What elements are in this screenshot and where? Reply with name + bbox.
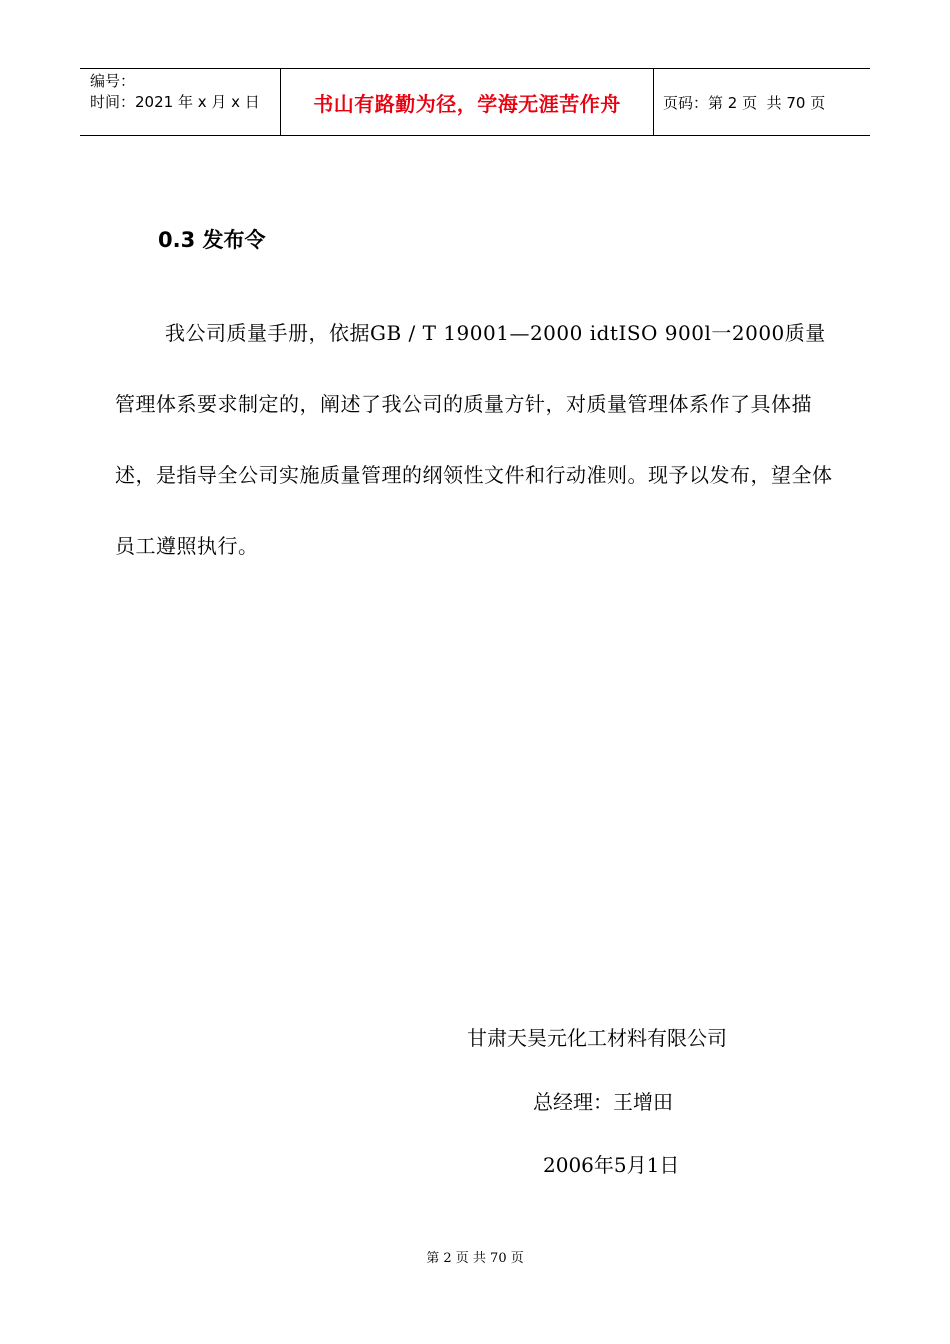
document-number-label: 编号： xyxy=(90,72,136,90)
header-motto: 书山有路勤为径，学海无涯苦作舟 xyxy=(281,69,654,135)
page-footer xyxy=(0,1247,950,1266)
announcement-paragraph: 我公司质量手册，依据GB / T 19001—2000 idtISO 900l一2000质量管理体系要求制定的，阐述了我公司的质量方针，对质量管理体系作了具体描述，是指导全公司实施质量管理的纲领性文件和行动准则。现予以发布，望全体员工遵照执行。 xyxy=(115,321,833,558)
footer-page-number: 第 2 页 共 70 页 xyxy=(426,1251,524,1266)
header-page-info-text: 页码：第 2 页 共 70 页 xyxy=(663,93,826,112)
document-time-label: 时间：2021 年 x 月 x 日 xyxy=(90,93,260,111)
section-title: 0.3 发布令 xyxy=(158,228,266,252)
header-page-info xyxy=(654,69,870,135)
page-header xyxy=(80,68,870,136)
issue-date: 2006年5月1日 xyxy=(543,1153,680,1177)
company-name: 甘肃天昊元化工材料有限公司 xyxy=(467,1026,727,1050)
general-manager: 总经理：王增田 xyxy=(533,1090,673,1114)
header-meta xyxy=(80,69,281,135)
